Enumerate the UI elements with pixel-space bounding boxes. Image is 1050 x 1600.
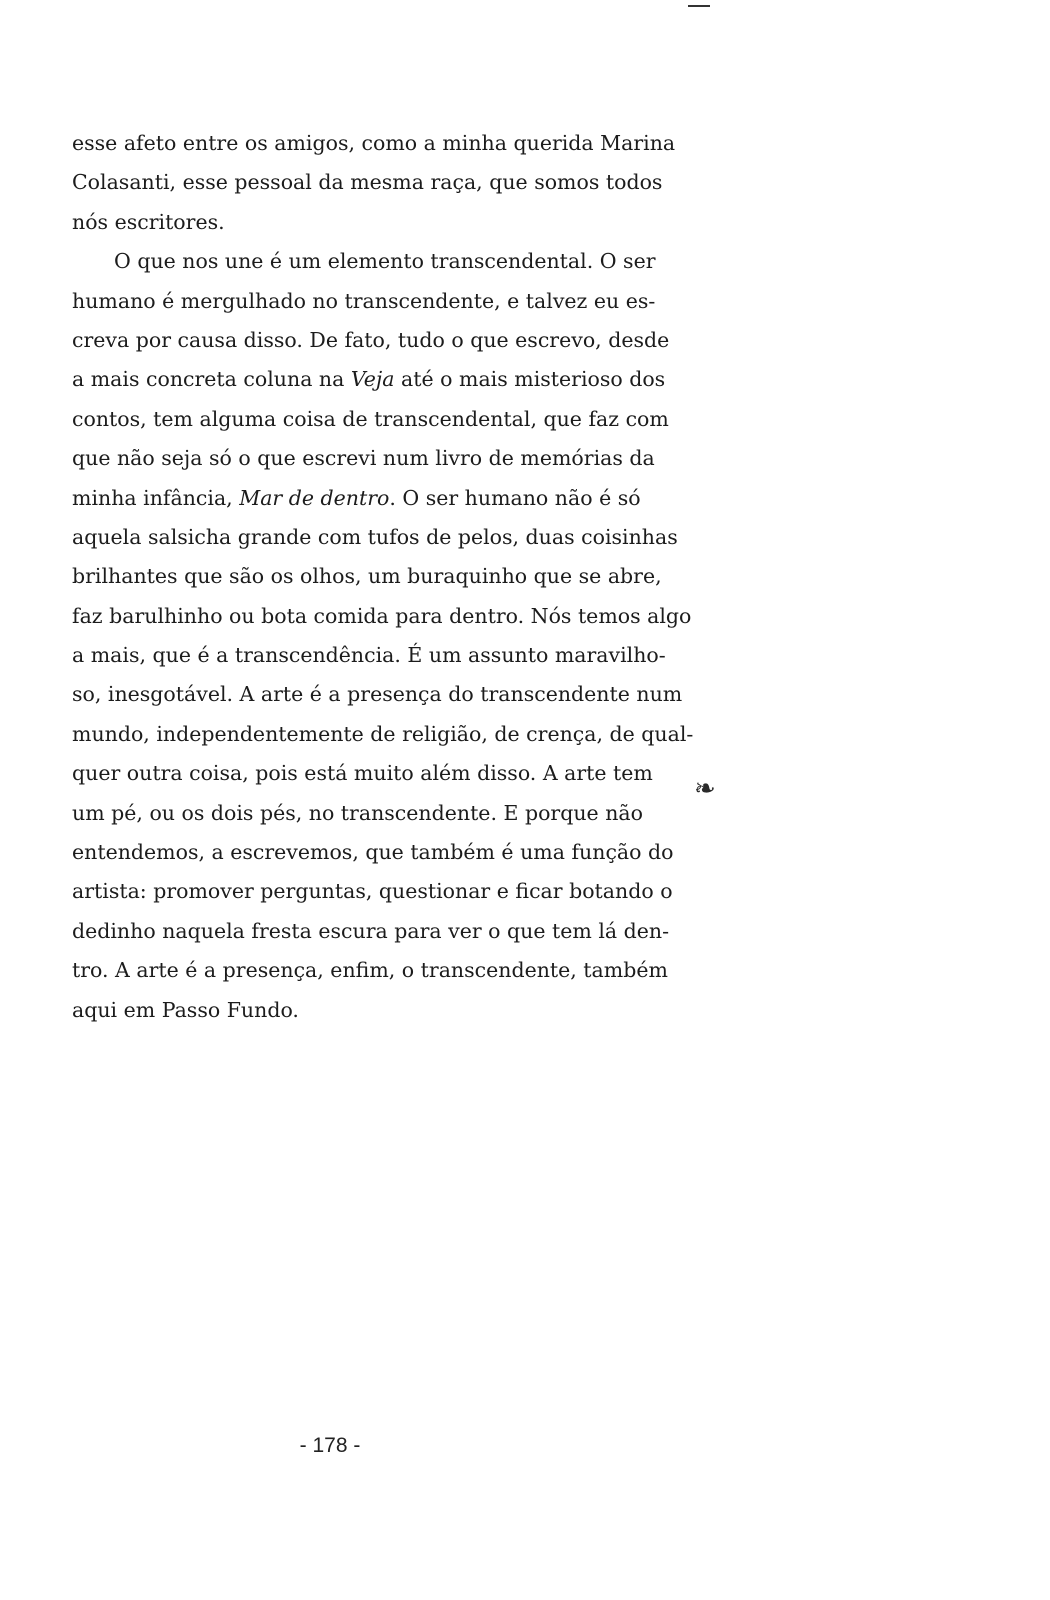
text-segment: mundo, independentemente de religião, de crença, de qual- [72,721,694,746]
text-segment: entendemos, a escrevemos, que também é uma função do [72,840,674,865]
body-text [72,124,694,1030]
text-line [72,715,694,754]
text-line [72,991,600,1030]
text-segment: até o mais misterioso dos [394,367,666,392]
text-segment: so, inesgotável. A arte é a presença do transcendente num [72,682,683,707]
text-segment: . O ser humano não é só [389,485,641,510]
text-line [72,282,656,321]
text-segment: um pé, ou os dois pés, no transcendente. E porque não [72,800,643,825]
text-line [72,872,673,911]
text-segment: aqui em Passo Fundo. [72,997,299,1022]
text-line [72,636,666,675]
text-line [72,754,653,793]
text-line [72,794,643,833]
text-segment: a mais, que é a transcendência. É um assunto maravilho- [72,643,666,668]
text-segment: contos, tem alguma coisa de transcendental, que faz com [72,406,669,431]
text-line [72,321,670,360]
scan-artifact-mark: ❧ [694,774,716,804]
text-segment: que não seja só o que escrevi num livro de memórias da [72,446,655,471]
text-line [72,518,678,557]
italic-title: Veja [350,367,395,392]
page-number: - 178 - [299,1434,361,1457]
text-line [72,400,669,439]
text-segment: minha infância, [72,485,240,510]
text-segment: brilhantes que são os olhos, um buraquinho que se abre, [72,564,662,589]
text-segment: artista: promover perguntas, questionar e ficar botando o [72,879,673,904]
text-line [72,833,674,872]
text-segment: dedinho naquela fresta escura para ver o que tem lá den- [72,918,670,943]
text-line [72,124,676,163]
text-segment: a mais concreta coluna na [72,367,351,392]
text-line [72,163,663,202]
text-line [72,557,662,596]
scan-edge-mark [688,5,710,7]
text-line [72,360,666,399]
text-segment: Colasanti, esse pessoal da mesma raça, que somos todos [72,170,663,195]
text-line [72,203,600,242]
text-segment: tro. A arte é a presença, enfim, o transcendente, também [72,958,668,983]
text-segment: aquela salsicha grande com tufos de pelos, duas coisinhas [72,524,678,549]
text-line [72,597,692,636]
italic-title: Mar de dentro [239,485,390,510]
text-segment: quer outra coisa, pois está muito além disso. A arte tem [72,761,653,786]
text-line [72,912,670,951]
text-segment: nós escritores. [72,209,225,234]
text-segment: O que nos une é um elemento transcendental. O ser [114,249,656,274]
text-line [72,479,641,518]
text-segment: humano é mergulhado no transcendente, e talvez eu es- [72,288,656,313]
text-line [72,242,656,281]
text-line [72,951,668,990]
text-line [72,675,683,714]
text-segment: creva por causa disso. De fato, tudo o que escrevo, desde [72,327,670,352]
text-line [72,439,655,478]
text-segment: esse afeto entre os amigos, como a minha querida Marina [72,131,676,155]
text-segment: faz barulhinho ou bota comida para dentro. Nós temos algo [72,603,692,628]
